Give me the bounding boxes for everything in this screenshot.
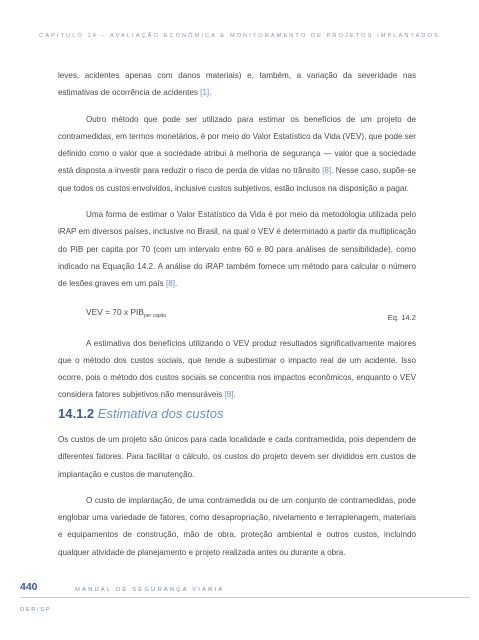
citation-link[interactable]: [1] (200, 88, 210, 98)
section-title: Estimativa dos custos (97, 406, 224, 421)
citation-link[interactable]: [8] (322, 166, 332, 176)
paragraph: A estimativa dos benefícios utilizando o VEV produz resultados significativamente maiores que o método dos custos sociais, que tende a subestimar o impacto real de um acidente. Isso ocorre, pois o método dos custos sociais se concentra nos impactos econômicos, enquanto o VEV considera fatores subjetivos não mensuráveis [8]. (58, 338, 416, 400)
paragraph: Os custos de um projeto são únicos para cada localidade e cada contramedida, pois dependem de diferentes fatores. Para facilitar o cálculo, os custos do projeto devem ser divididos em custos de implantação e custos de manutenção. (58, 435, 416, 479)
citation-link[interactable]: [8] (224, 390, 234, 400)
footer-divider (20, 597, 470, 598)
equation-formula: VEV = 70 x $PIB_{per capita}$ (86, 306, 166, 319)
citation-link[interactable]: [8] (165, 279, 175, 289)
page-number: 440 (20, 581, 38, 593)
paragraph: Outro método que pode ser utilizado para estimar os benefícios de um projeto de contramedidas, em termos monetários, é por meio do Valor Estatístico da Vida (VEV), que pode ser definido como o valor que a sociedade atribui à melhoria de segurança — valor que a sociedade está disposta a investir para reduzir o risco de perda de vidas no trânsito [8]. Nesse caso, supõe-se que todos os custos envolvidos, inclusive custos subjetivos, estão inclusos na disposição a pagar. (58, 114, 417, 193)
section-heading (58, 406, 224, 421)
section-number: 14.1.2 (58, 406, 95, 421)
section-body (58, 431, 416, 561)
footer-organization: DER/SP (20, 607, 52, 613)
equation-number: Eq. 14.2 (387, 312, 416, 322)
paragraph: Uma forma de estimar o Valor Estatístico da Vida é por meio da metodologia utilizada pelo iRAP em diversos países, inclusive no Brasil, na qual o VEV é determinado a partir da multiplicação do PIB per capita por 70 (com um intervalo entre 60 e 80 para análises de sensibilidade), como indicado na Equação 14.2. A análise do iRAP também fornece um método para calcular o número de lesões graves em um país [8]. (58, 210, 416, 289)
footer-manual-title: MANUAL DE SEGURANÇA VIÁRIA (75, 587, 225, 593)
body-text (58, 67, 416, 404)
running-header: CAPÍTULO 14 – AVALIAÇÃO ECONÔMICA E MONITORAMENTO DE PROJETOS IMPLANTADOS (39, 33, 440, 39)
equation (58, 302, 416, 326)
paragraph: O custo de implantação, de uma contramedida ou de um conjunto de contramedidas, pode englobar uma variedade de fatores, como desapropriação, nivelamento e terraplenagem, materiais e equipamentos de construção, mão de obra, proteção ambiental e outros custos, incluindo qualquer atividade de planejamento e projeto realizada antes ou durante a obra. (58, 495, 416, 557)
paragraph: leves, acidentes apenas com danos materiais) e, também, a variação da severidade nas estimativas de ocorrência de acidentes [1]. (58, 71, 416, 98)
